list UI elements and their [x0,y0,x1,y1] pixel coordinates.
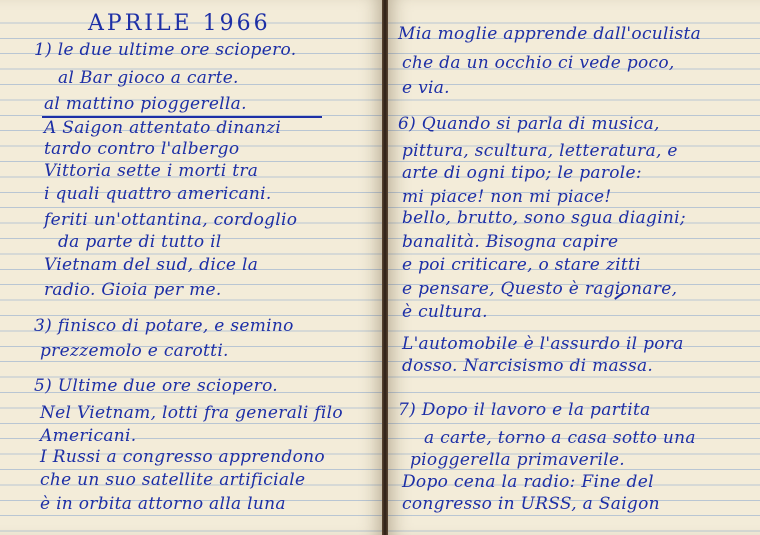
right-line-11: e pensare, Questo è ragionare, [402,279,678,299]
left-line-9: da parte di tutto il [58,232,222,252]
left-line-6: Vittoria sette i morti tra [44,161,259,181]
right-line-13: L'automobile è l'assurdo il pora [402,334,684,354]
right-line-1: Mia moglie apprende dall'oculista [398,24,702,44]
right-line-9: banalità. Bisogna capire [402,232,619,252]
right-line-15: 7) Dopo il lavoro e la partita [398,400,651,420]
left-line-7: i quali quattro americani. [44,184,272,204]
right-line-7: mi piace! non mi piace! [402,187,612,207]
right-line-2: che da un occhio ci vede poco, [402,53,675,73]
right-line-17: pioggerella primaverile. [410,450,626,470]
left-line-15: Nel Vietnam, lotti fra generali filo [40,403,343,423]
right-page [388,0,760,535]
left-line-3: al mattino pioggerella. [44,94,247,114]
left-line-13: prezzemolo e carotti. [40,341,229,361]
left-line-5: tardo contro l'albergo [44,139,240,159]
right-line-14: dosso. Narcisismo di massa. [402,356,654,376]
left-line-2: al Bar gioco a carte. [58,68,239,88]
left-line-16: Americani. [40,426,137,446]
left-line-18: che un suo satellite artificiale [40,470,306,490]
left-line-1: 1) le due ultime ore sciopero. [34,40,297,60]
left-line-4: A Saigon attentato dinanzi [44,118,282,138]
left-line-12: 3) finisco di potare, e semino [34,316,294,336]
right-line-16: a carte, torno a casa sotto una [424,428,696,448]
right-line-18: Dopo cena la radio: Fine del [402,472,654,492]
right-line-12: è cultura. [402,302,488,322]
diary-heading: APRILE 1966 [88,11,271,36]
left-line-19: è in orbita attorno alla luna [40,494,286,514]
right-line-4: 6) Quando si parla di musica, [398,114,660,134]
right-line-5: pittura, scultura, letteratura, e [402,141,678,161]
left-line-11: radio. Gioia per me. [44,280,222,300]
left-line-8: feriti un'ottantina, cordoglio [44,210,298,230]
right-line-6: arte di ogni tipo; le parole: [402,163,642,183]
left-line-14: 5) Ultime due ore sciopero. [34,376,279,396]
left-line-17: I Russi a congresso apprendono [40,447,325,467]
right-line-10: e poi criticare, o stare zitti [402,255,641,275]
right-line-19: congresso in URSS, a Saigon [402,494,660,514]
right-line-3: e via. [402,78,450,98]
right-line-8: bello, brutto, sono sgua diagini; [402,208,686,228]
left-line-10: Vietnam del sud, dice la [44,255,259,275]
